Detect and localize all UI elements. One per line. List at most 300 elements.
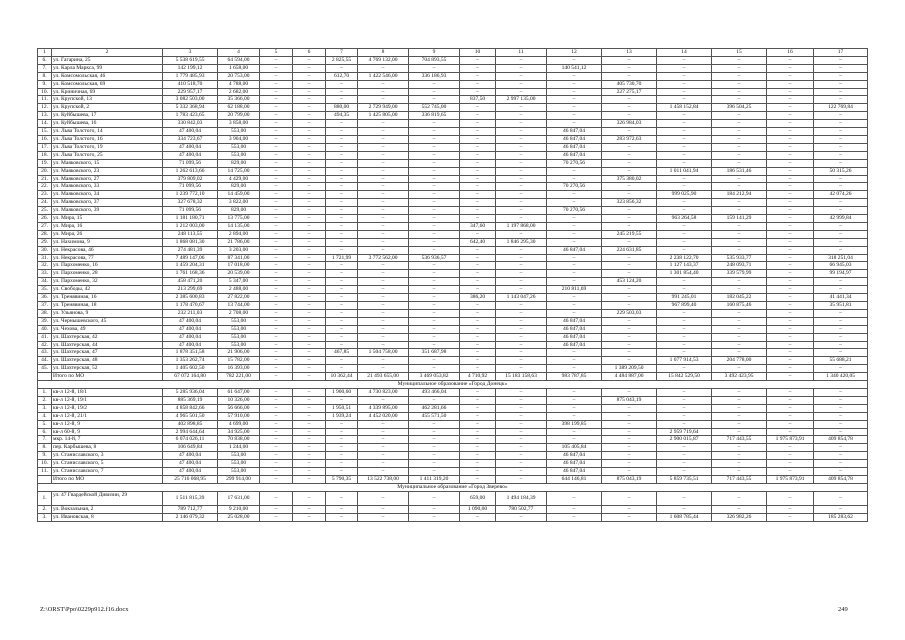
table-cell: – bbox=[409, 505, 460, 513]
table-row bbox=[38, 135, 868, 143]
address-cell: мкр. 14-й, 7 bbox=[52, 436, 163, 444]
table-cell: – bbox=[326, 436, 358, 444]
table-cell: – bbox=[496, 230, 547, 238]
address-cell: ул. Нахимова, 9 bbox=[52, 238, 163, 246]
table-cell: – bbox=[460, 325, 496, 333]
table-cell: – bbox=[767, 365, 814, 373]
table-cell: – bbox=[547, 167, 602, 175]
table-row bbox=[38, 207, 868, 215]
table-cell: 20 753,00 bbox=[218, 72, 260, 80]
table-cell: – bbox=[496, 388, 547, 396]
table-cell: – bbox=[657, 80, 712, 88]
table-cell: 10. bbox=[38, 460, 52, 468]
table-cell: 458 471,20 bbox=[163, 278, 218, 286]
table-cell: 47 400,04 bbox=[163, 341, 218, 349]
table-cell: 1 494 184,39 bbox=[496, 491, 547, 505]
table-row bbox=[38, 112, 868, 120]
table-cell bbox=[38, 475, 52, 483]
table-cell: – bbox=[409, 230, 460, 238]
table-cell: – bbox=[657, 135, 712, 143]
table-cell: 1 127 143,37 bbox=[657, 262, 712, 270]
table-cell: – bbox=[767, 491, 814, 505]
table-cell: 1 262 613,66 bbox=[163, 167, 218, 175]
table-cell: – bbox=[712, 135, 767, 143]
address-cell: ул. Маяковского, 23 bbox=[52, 167, 163, 175]
table-cell: 1 975 873,91 bbox=[767, 436, 814, 444]
table-cell: 3 469 053,82 bbox=[409, 373, 460, 381]
table-cell: – bbox=[460, 104, 496, 112]
table-cell: – bbox=[814, 159, 868, 167]
table-row bbox=[38, 183, 868, 191]
table-cell: – bbox=[293, 207, 326, 215]
table-cell: – bbox=[814, 412, 868, 420]
table-cell: – bbox=[460, 341, 496, 349]
table-cell: – bbox=[767, 286, 814, 294]
table-cell: – bbox=[496, 215, 547, 223]
table-cell: – bbox=[814, 88, 868, 96]
table-cell: – bbox=[293, 388, 326, 396]
table-cell: – bbox=[260, 412, 293, 420]
address-cell: ул. Гагарина, 25 bbox=[52, 56, 163, 64]
table-cell: – bbox=[358, 215, 409, 223]
table-cell: 42 999,84 bbox=[814, 215, 868, 223]
table-row bbox=[38, 452, 868, 460]
table-cell: 6 074 026,11 bbox=[163, 436, 218, 444]
table-cell: – bbox=[602, 112, 657, 120]
table-cell: 5 859 735,51 bbox=[657, 475, 712, 483]
address-cell: пер. Карбышева, 8 bbox=[52, 444, 163, 452]
table-cell: – bbox=[602, 183, 657, 191]
table-cell: – bbox=[326, 135, 358, 143]
table-cell: 659,00 bbox=[460, 491, 496, 505]
table-cell: 2 900 015,87 bbox=[657, 436, 712, 444]
table-cell: – bbox=[260, 96, 293, 104]
table-cell: – bbox=[293, 191, 326, 199]
table-cell: – bbox=[496, 349, 547, 357]
table-cell: 71 099,56 bbox=[163, 207, 218, 215]
table-cell: – bbox=[326, 199, 358, 207]
table-cell: 46 847,04 bbox=[547, 246, 602, 254]
table-cell: – bbox=[293, 128, 326, 136]
table-cell: – bbox=[496, 104, 547, 112]
table-cell: – bbox=[767, 396, 814, 404]
table-cell: – bbox=[260, 317, 293, 325]
table-cell: – bbox=[767, 452, 814, 460]
table-cell: – bbox=[326, 513, 358, 521]
table-cell: – bbox=[409, 468, 460, 476]
table-cell: – bbox=[496, 404, 547, 412]
table-cell: 1 939,24 bbox=[326, 412, 358, 420]
table-cell: – bbox=[409, 207, 460, 215]
table-cell: 1 197 868,00 bbox=[496, 222, 547, 230]
table-cell: 204 778,00 bbox=[712, 357, 767, 365]
table-cell: – bbox=[767, 270, 814, 278]
table-cell: – bbox=[767, 325, 814, 333]
table-cell: – bbox=[460, 143, 496, 151]
table-cell: – bbox=[326, 246, 358, 254]
address-cell: ул. Льва Толстого, 16 bbox=[52, 135, 163, 143]
table-cell: – bbox=[260, 183, 293, 191]
table-cell: – bbox=[326, 365, 358, 373]
table-row bbox=[38, 468, 868, 476]
table-cell: – bbox=[767, 505, 814, 513]
table-cell: – bbox=[602, 420, 657, 428]
address-cell: ул. Пархоменко, 28 bbox=[52, 270, 163, 278]
table-cell: 21 906,00 bbox=[218, 349, 260, 357]
table-cell: – bbox=[260, 64, 293, 72]
table-cell: 45. bbox=[38, 365, 52, 373]
table-cell: 1 511 815,39 bbox=[163, 491, 218, 505]
table-cell: – bbox=[326, 270, 358, 278]
table-cell: 10. bbox=[38, 88, 52, 96]
table-cell: – bbox=[814, 128, 868, 136]
table-cell: – bbox=[767, 238, 814, 246]
table-cell: 210 811,69 bbox=[547, 286, 602, 294]
table-cell: 14. bbox=[38, 120, 52, 128]
address-cell: ул. 47 Гвардейской Дивизии, 29 bbox=[52, 491, 163, 505]
table-row bbox=[38, 317, 868, 325]
table-cell: 21 786,00 bbox=[218, 238, 260, 246]
table-cell: – bbox=[496, 120, 547, 128]
table-cell: 3. bbox=[38, 404, 52, 412]
table-cell: – bbox=[460, 349, 496, 357]
table-cell: 46 847,04 bbox=[547, 333, 602, 341]
table-cell: 780 502,77 bbox=[496, 505, 547, 513]
table-cell: 46 847,04 bbox=[547, 468, 602, 476]
table-cell: – bbox=[293, 412, 326, 420]
table-cell: – bbox=[293, 452, 326, 460]
table-cell: – bbox=[712, 460, 767, 468]
table-cell: 5. bbox=[38, 420, 52, 428]
table-cell: 46 847,04 bbox=[547, 143, 602, 151]
table-cell: – bbox=[602, 56, 657, 64]
table-cell: 34 925,00 bbox=[218, 428, 260, 436]
table-cell: 552 745,00 bbox=[409, 104, 460, 112]
table-row bbox=[38, 278, 868, 286]
table-cell: 347,60 bbox=[460, 222, 496, 230]
address-cell: ул. Мира, 26 bbox=[52, 230, 163, 238]
table-cell: 159 141,29 bbox=[712, 215, 767, 223]
table-cell: – bbox=[712, 317, 767, 325]
table-cell: 61 647,00 bbox=[218, 388, 260, 396]
address-cell: кв-л 12-й, 21/1 bbox=[52, 412, 163, 420]
table-cell: 19. bbox=[38, 159, 52, 167]
table-cell: – bbox=[547, 357, 602, 365]
address-cell: ул. Маяковского, 37 bbox=[52, 199, 163, 207]
table-cell: – bbox=[293, 460, 326, 468]
table-cell: 17 bbox=[814, 49, 868, 57]
table-cell: – bbox=[712, 452, 767, 460]
table-cell: – bbox=[767, 183, 814, 191]
table-cell: – bbox=[460, 333, 496, 341]
table-cell: – bbox=[260, 88, 293, 96]
table-cell: 16 393,00 bbox=[218, 365, 260, 373]
table-cell: – bbox=[326, 428, 358, 436]
table-cell: – bbox=[657, 159, 712, 167]
table-cell: – bbox=[460, 246, 496, 254]
table-cell: – bbox=[547, 88, 602, 96]
address-cell: ул. Маяковского, 15 bbox=[52, 159, 163, 167]
address-cell: кв-л 60-й, 9 bbox=[52, 428, 163, 436]
table-cell: – bbox=[409, 286, 460, 294]
table-cell: 71 099,56 bbox=[163, 183, 218, 191]
table-cell: 42 074,26 bbox=[814, 191, 868, 199]
table-cell: – bbox=[814, 286, 868, 294]
table-cell: – bbox=[767, 96, 814, 104]
table-cell: – bbox=[358, 88, 409, 96]
table-cell: – bbox=[602, 143, 657, 151]
table-cell: 1 868 081,30 bbox=[163, 238, 218, 246]
table-cell: 23. bbox=[38, 191, 52, 199]
table-cell: 4 769 132,00 bbox=[358, 56, 409, 64]
table-cell: – bbox=[767, 215, 814, 223]
table-cell: – bbox=[326, 396, 358, 404]
table-cell: – bbox=[293, 396, 326, 404]
table-cell: – bbox=[409, 175, 460, 183]
table-cell: – bbox=[657, 388, 712, 396]
table-cell: – bbox=[260, 128, 293, 136]
table-cell: – bbox=[460, 215, 496, 223]
table-cell: – bbox=[358, 230, 409, 238]
table-cell: – bbox=[260, 199, 293, 207]
table-cell: – bbox=[657, 128, 712, 136]
table-cell: – bbox=[712, 230, 767, 238]
table-cell: 9 210,00 bbox=[218, 505, 260, 513]
table-cell: 27. bbox=[38, 222, 52, 230]
table-cell: – bbox=[260, 262, 293, 270]
table-cell: – bbox=[767, 254, 814, 262]
table-cell: – bbox=[409, 436, 460, 444]
table-cell: – bbox=[293, 175, 326, 183]
table-cell: 43. bbox=[38, 349, 52, 357]
table-cell: – bbox=[496, 452, 547, 460]
table-cell: – bbox=[409, 88, 460, 96]
table-cell: – bbox=[409, 302, 460, 310]
table-cell: – bbox=[712, 143, 767, 151]
table-cell: – bbox=[767, 222, 814, 230]
table-cell: – bbox=[496, 135, 547, 143]
table-cell: – bbox=[496, 88, 547, 96]
table-cell: – bbox=[293, 143, 326, 151]
table-cell: – bbox=[358, 96, 409, 104]
table-cell: – bbox=[293, 420, 326, 428]
table-cell: – bbox=[657, 333, 712, 341]
table-cell: – bbox=[326, 128, 358, 136]
table-cell: 5 332 368,94 bbox=[163, 104, 218, 112]
table-cell: – bbox=[293, 112, 326, 120]
table-cell: 1 425 805,00 bbox=[358, 112, 409, 120]
table-cell: – bbox=[814, 143, 868, 151]
table-cell: – bbox=[496, 72, 547, 80]
table-cell: – bbox=[547, 349, 602, 357]
table-cell: – bbox=[814, 56, 868, 64]
table-cell: – bbox=[358, 325, 409, 333]
table-cell: – bbox=[358, 183, 409, 191]
table-cell: – bbox=[657, 238, 712, 246]
address-cell: ул. Льва Толстого, 19 bbox=[52, 143, 163, 151]
table-cell: – bbox=[767, 373, 814, 381]
table-cell: – bbox=[712, 388, 767, 396]
table-cell: – bbox=[409, 159, 460, 167]
table-cell: – bbox=[409, 191, 460, 199]
table-cell: – bbox=[460, 135, 496, 143]
data-table bbox=[37, 48, 868, 522]
table-cell: 299 914,00 bbox=[218, 475, 260, 483]
table-cell: 14 135,00 bbox=[218, 222, 260, 230]
table-cell: 885 369,19 bbox=[163, 396, 218, 404]
table-cell: – bbox=[712, 349, 767, 357]
table-cell: – bbox=[460, 254, 496, 262]
table-cell bbox=[38, 373, 52, 381]
table-cell: – bbox=[460, 270, 496, 278]
table-row bbox=[38, 175, 868, 183]
table-cell: – bbox=[547, 262, 602, 270]
table-cell: – bbox=[712, 404, 767, 412]
table-cell: – bbox=[293, 341, 326, 349]
table-cell: 4. bbox=[38, 412, 52, 420]
section-title-row bbox=[38, 483, 868, 491]
table-cell: 13. bbox=[38, 112, 52, 120]
table-cell: – bbox=[547, 120, 602, 128]
table-cell: 2 238 122,70 bbox=[657, 254, 712, 262]
table-cell: – bbox=[460, 175, 496, 183]
table-cell: – bbox=[260, 254, 293, 262]
table-cell: – bbox=[547, 56, 602, 64]
table-cell: – bbox=[496, 396, 547, 404]
table-cell: – bbox=[460, 56, 496, 64]
table-cell: – bbox=[460, 159, 496, 167]
table-cell: – bbox=[358, 151, 409, 159]
table-cell: 644 146,81 bbox=[547, 475, 602, 483]
table-cell: 8. bbox=[38, 444, 52, 452]
table-cell: – bbox=[358, 246, 409, 254]
table-cell: 12 bbox=[547, 49, 602, 57]
table-cell: – bbox=[260, 104, 293, 112]
table-cell: – bbox=[326, 341, 358, 349]
table-cell: – bbox=[767, 175, 814, 183]
table-cell: 2 488,00 bbox=[218, 286, 260, 294]
table-cell: 24. bbox=[38, 199, 52, 207]
table-cell: – bbox=[602, 357, 657, 365]
table-cell: – bbox=[326, 215, 358, 223]
address-cell: ул. Комсомольская, 46 bbox=[52, 72, 163, 80]
table-cell: 13 522 738,00 bbox=[358, 475, 409, 483]
table-cell: 142 199,12 bbox=[163, 64, 218, 72]
table-cell: 2. bbox=[38, 396, 52, 404]
table-cell: – bbox=[293, 333, 326, 341]
table-cell: 71 099,56 bbox=[163, 159, 218, 167]
table-cell: 46 847,04 bbox=[547, 317, 602, 325]
table-cell: – bbox=[814, 278, 868, 286]
table-cell: – bbox=[767, 88, 814, 96]
table-cell: – bbox=[496, 460, 547, 468]
table-cell: – bbox=[814, 64, 868, 72]
table-cell: – bbox=[293, 286, 326, 294]
table-cell: 2 385 600,83 bbox=[163, 294, 218, 302]
table-cell: – bbox=[814, 309, 868, 317]
table-cell: – bbox=[358, 302, 409, 310]
table-cell: 3 bbox=[163, 49, 218, 57]
table-cell: 274 481,39 bbox=[163, 246, 218, 254]
table-cell: – bbox=[293, 254, 326, 262]
table-cell: 47 400,04 bbox=[163, 460, 218, 468]
table-cell: – bbox=[409, 365, 460, 373]
table-cell: 3 203,00 bbox=[218, 246, 260, 254]
table-cell: – bbox=[814, 444, 868, 452]
table-cell: – bbox=[326, 238, 358, 246]
table-cell: – bbox=[496, 333, 547, 341]
table-cell: – bbox=[496, 183, 547, 191]
table-cell: – bbox=[293, 317, 326, 325]
table-cell: – bbox=[460, 80, 496, 88]
address-cell: ул. Маяковского, 39 bbox=[52, 207, 163, 215]
table-cell: – bbox=[712, 96, 767, 104]
table-cell: 46 847,04 bbox=[547, 128, 602, 136]
table-cell: – bbox=[767, 112, 814, 120]
table-cell: – bbox=[657, 222, 712, 230]
table-cell: – bbox=[602, 468, 657, 476]
table-cell: – bbox=[496, 357, 547, 365]
table-cell: – bbox=[767, 388, 814, 396]
table-cell: – bbox=[657, 64, 712, 72]
table-row bbox=[38, 96, 868, 104]
table-cell: 21. bbox=[38, 175, 52, 183]
table-cell: 837,50 bbox=[460, 96, 496, 104]
table-cell: – bbox=[293, 436, 326, 444]
table-cell: 25 028,00 bbox=[218, 513, 260, 521]
table-cell: – bbox=[460, 513, 496, 521]
address-cell: 2 bbox=[52, 49, 163, 57]
table-cell: 2. bbox=[38, 505, 52, 513]
table-cell: 1 239 772,10 bbox=[163, 191, 218, 199]
table-cell: 9. bbox=[38, 452, 52, 460]
table-cell: – bbox=[602, 128, 657, 136]
address-cell: ул. Шахтерская, 44 bbox=[52, 341, 163, 349]
table-cell: – bbox=[496, 420, 547, 428]
table-cell: 47 400,04 bbox=[163, 325, 218, 333]
table-cell: 336 819,65 bbox=[409, 112, 460, 120]
table-cell: – bbox=[814, 246, 868, 254]
table-cell: – bbox=[657, 505, 712, 513]
table-cell: – bbox=[602, 452, 657, 460]
table-cell: – bbox=[260, 230, 293, 238]
table-cell: – bbox=[358, 468, 409, 476]
table-cell: 875 043,19 bbox=[602, 396, 657, 404]
table-cell: – bbox=[547, 80, 602, 88]
table-cell: 2 959 719,64 bbox=[657, 428, 712, 436]
address-cell: ул. Пархоменко, 16 bbox=[52, 262, 163, 270]
table-cell: – bbox=[358, 396, 409, 404]
table-cell: – bbox=[326, 333, 358, 341]
table-cell: – bbox=[326, 460, 358, 468]
table-cell: – bbox=[496, 56, 547, 64]
table-cell: 32. bbox=[38, 262, 52, 270]
table-cell: – bbox=[712, 175, 767, 183]
table-cell: – bbox=[326, 151, 358, 159]
table-cell: – bbox=[547, 215, 602, 223]
table-cell: 1 658,00 bbox=[218, 64, 260, 72]
table-cell: 326 982,26 bbox=[712, 513, 767, 521]
table-cell: – bbox=[602, 159, 657, 167]
table-cell: 1 353 262,74 bbox=[163, 357, 218, 365]
table-cell: 999 025,90 bbox=[657, 191, 712, 199]
table-cell: 1 389 209,50 bbox=[602, 365, 657, 373]
table-cell: 7 489 147,06 bbox=[163, 254, 218, 262]
address-cell: ул. Чехова, 49 bbox=[52, 325, 163, 333]
table-cell: – bbox=[657, 246, 712, 254]
table-cell: – bbox=[293, 294, 326, 302]
footer-file-path: Z:\ORST\Ppo\0229p912.f16.docx bbox=[40, 606, 129, 613]
